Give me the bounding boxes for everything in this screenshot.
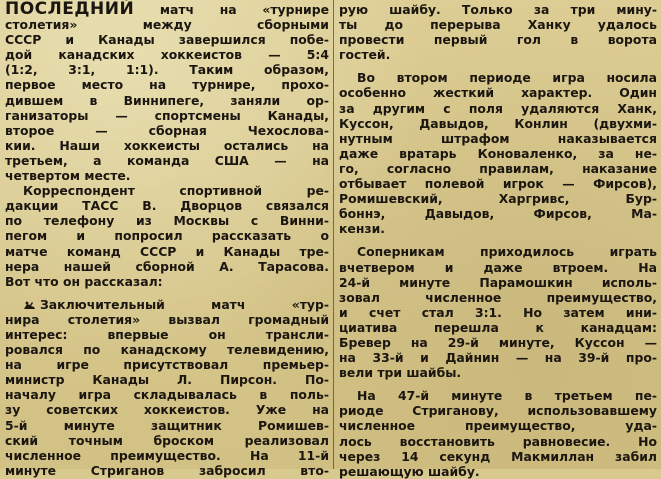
text-line: численное преимущество. На 11-й [5, 447, 329, 463]
text-line: 24-й минуте Парамошкин исполь- [339, 274, 657, 290]
text-line: Заключительный матч «тур- [40, 296, 329, 312]
text-line: Ромишевский, Харгривс, Бур- [339, 191, 657, 207]
text-line: (1:2, 3:1, 1:1). Таким образом, [5, 62, 329, 78]
text-line: Вот что он рассказал: [5, 273, 163, 289]
column-divider [333, 0, 334, 469]
text-line: вели три шайбы. [339, 365, 462, 381]
text-line: на 33-й и Дайнин — на 39-й про- [339, 350, 657, 366]
text-line: На 47-й минуте в третьем пе- [357, 388, 657, 404]
text-line: Куссон, Давыдов, Конлин (двухми- [339, 115, 657, 131]
text-line: и счет стал 3:1. Но затем ини- [339, 304, 657, 320]
text-line: гостей. [339, 47, 391, 63]
text-line: Корреспондент спортивной ре- [23, 183, 329, 199]
text-line: даже вратарь Коноваленко, за не- [339, 145, 657, 161]
text-line: третьем, а команда США — на [5, 152, 329, 168]
text-line: кензи. [339, 221, 385, 237]
paragraph-comeback [339, 244, 657, 380]
text-line: ганизаторы — спортсмены Канады, [5, 107, 329, 123]
paragraph-correspondent [5, 183, 329, 289]
text-line: рую шайбу. Только за три мину- [339, 2, 657, 17]
text-line: четвертом месте. [5, 168, 131, 184]
text-line: первое место на турнире, прохо- [5, 77, 329, 93]
text-line: нутным штрафом наказывается [339, 130, 657, 146]
text-line: СССР и Канады завершился побе- [5, 32, 329, 48]
text-line: зовал численное преимущество, [339, 289, 657, 305]
paragraph-match-report [5, 297, 329, 478]
text-line: ровался по канадскому телевидению, [5, 342, 329, 358]
paragraph-intro [5, 2, 329, 183]
text-line: кии. Наши хоккеисты остались на [5, 137, 329, 153]
text-line: зу советских хоккеистов. Уже на [5, 402, 329, 418]
text-line: дой канадских хоккеистов — 5:4 [5, 47, 329, 63]
dropcap-word: ПОСЛЕДНИЙ [5, 0, 135, 19]
text-line: минуте Стриганов забросил вто- [5, 462, 329, 478]
text-line: отбывает полевой игрок — Фирсов), [339, 176, 657, 192]
text-line: численное преимущество, уда- [339, 418, 657, 434]
text-line: дакции ТАСС В. Дворцов связался [5, 198, 329, 214]
text-line: ский точным броском реализовал [5, 432, 329, 448]
text-line: циатива перешла к канадцам: [339, 319, 657, 335]
text-line: лось восстановить равновесие. Но [339, 433, 657, 449]
text-line: по телефону из Москвы с Винни- [5, 213, 329, 229]
paragraph-second-period [339, 70, 657, 236]
text-line: Во втором периоде игра носила [357, 70, 657, 86]
text-line: за другим с поля удаляются Ханк, [339, 100, 657, 116]
text-line: министр Канады Л. Пирсон. По- [5, 372, 329, 388]
paragraph-third-period [339, 388, 657, 479]
text-line: го, согласно правилам, наказание [339, 160, 657, 176]
text-line: началу игра складывалась в поль- [5, 387, 329, 403]
text-line: провести первый гол в ворота [339, 32, 657, 48]
text-line: боннэ, Давыдов, Фирсов, Ма- [339, 206, 657, 222]
text-line: Бревер на 29-й минуте, Куссон — [339, 334, 657, 350]
article-column-left [5, 2, 329, 478]
article-column-right [339, 2, 657, 479]
text-line: дившем в Виннипеге, заняли ор- [5, 92, 329, 108]
text-line: столетия» между сборными [5, 17, 329, 33]
text-line: второе — сборная Чехослова- [5, 122, 329, 138]
text-line: интерес: впервые он трансли- [5, 326, 329, 342]
text-line: 5-й минуте защитник Ромишев- [5, 417, 329, 433]
text-line: ты до перерыва Ханку удалось [339, 17, 657, 33]
text-line: особенно жесткий характер. Один [339, 85, 657, 101]
text-line: Соперникам приходилось играть [357, 244, 657, 260]
text-line: на игре присутствовал премьер- [5, 357, 329, 373]
text-line: решающую шайбу. [339, 463, 480, 479]
text-line: пегом и попросил рассказать о [5, 228, 329, 244]
text-line: нира столетия» вызвал громадный [5, 311, 329, 327]
text-line: через 14 секунд Макмиллан забил [339, 448, 657, 464]
paragraph-first-goal [339, 2, 657, 62]
text-line: матч на «турнире [134, 2, 329, 17]
hockey-player-icon [23, 301, 36, 310]
text-line: вчетвером и даже втроем. На [339, 259, 657, 275]
text-line: нера нашей сборной А. Тарасова. [5, 258, 329, 274]
text-line: матче команд СССР и Канады тре- [5, 243, 329, 259]
text-line: риоде Стриганову, использовавшему [339, 403, 657, 419]
